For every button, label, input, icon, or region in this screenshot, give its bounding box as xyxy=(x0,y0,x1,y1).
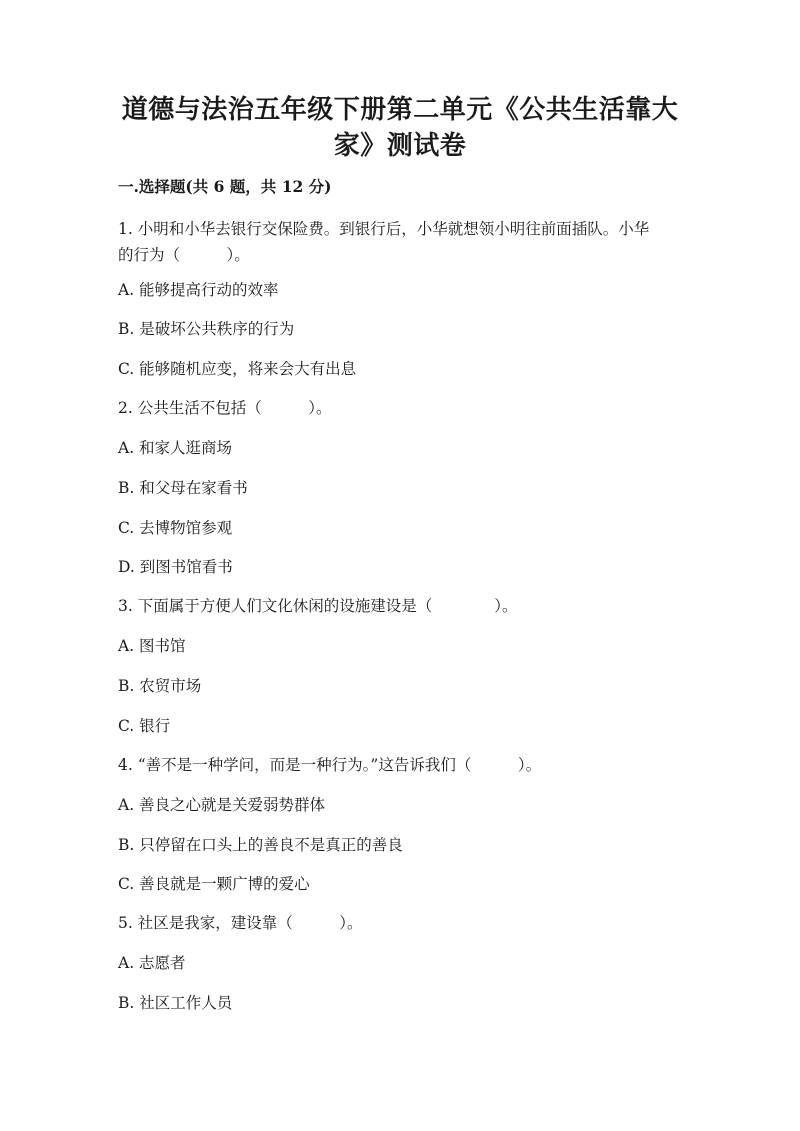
question-4-option-a: A. 善良之心就是关爱弱势群体 xyxy=(118,796,326,814)
question-1-option-c: C. 能够随机应变，将来会大有出息 xyxy=(118,360,357,378)
question-5-text xyxy=(118,910,678,936)
question-3-option-b: B. 农贸市场 xyxy=(118,677,202,695)
question-2-option-d: D. 到图书馆看书 xyxy=(118,558,233,576)
question-1-line-1: 1. 小明和小华去银行交保险费。到银行后，小华就想领小明往前面插队。小华 xyxy=(118,220,650,238)
question-2-line-1: 2. 公共生活不包括（ ）。 xyxy=(118,399,332,417)
question-3-option-a: A. 图书馆 xyxy=(118,637,186,655)
question-5-line-1: 5. 社区是我家，建设靠（ ）。 xyxy=(118,914,363,932)
question-2-option-c: C. 去博物馆参观 xyxy=(118,519,233,537)
document-title xyxy=(0,92,800,164)
question-3-text xyxy=(118,593,678,619)
question-3-line-1: 3. 下面属于方便人们文化休闲的设施建设是（ ）。 xyxy=(118,597,518,615)
question-1-option-b: B. 是破坏公共秩序的行为 xyxy=(118,320,295,338)
question-4-option-b: B. 只停留在口头上的善良不是真正的善良 xyxy=(118,836,403,854)
question-1-text xyxy=(118,216,678,268)
question-5-option-b: B. 社区工作人员 xyxy=(118,994,233,1012)
question-1-line-2: 的行为（ ）。 xyxy=(118,246,250,264)
section-heading: 一.选择题(共 6 题，共 12 分) xyxy=(118,177,332,196)
question-4-text xyxy=(118,752,678,778)
question-1-option-a: A. 能够提高行动的效率 xyxy=(118,281,279,299)
question-4-option-c: C. 善良就是一颗广博的爱心 xyxy=(118,875,310,893)
title-line-1: 道德与法治五年级下册第二单元《公共生活靠大 xyxy=(121,95,679,125)
question-2-text xyxy=(118,395,678,421)
question-5-option-a: A. 志愿者 xyxy=(118,954,186,972)
question-2-option-a: A. 和家人逛商场 xyxy=(118,439,233,457)
question-2-option-b: B. 和父母在家看书 xyxy=(118,479,248,497)
title-line-2: 家》测试卷 xyxy=(333,131,467,161)
question-3-option-c: C. 银行 xyxy=(118,717,171,735)
question-4-line-1: 4. “善不是一种学问，而是一种行为。”这告诉我们（ ）。 xyxy=(118,756,542,774)
